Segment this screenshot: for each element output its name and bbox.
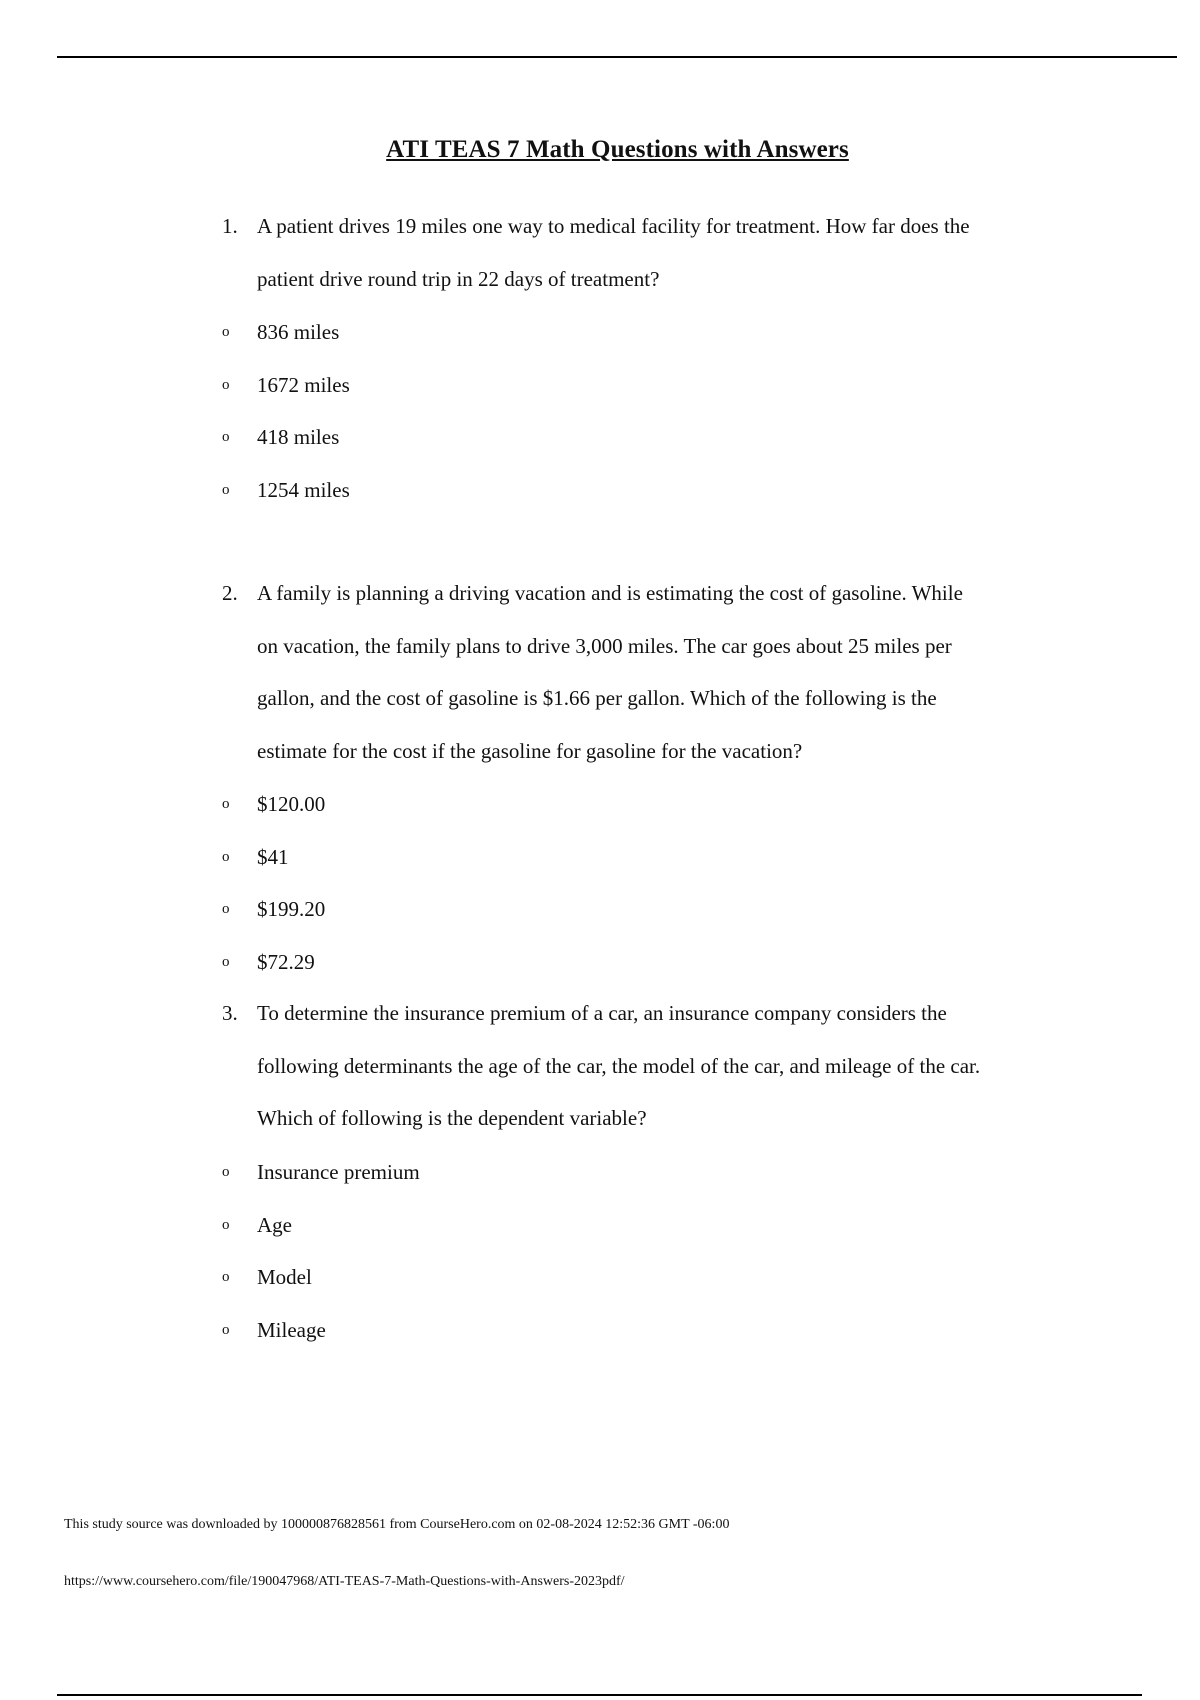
option-text: Insurance premium (257, 1160, 420, 1184)
source-url[interactable]: https://www.coursehero.com/file/190047968/ATI-TEAS-7-Math-Questions-with-Answers-2023pdf/ (64, 1574, 625, 1589)
option-text: 1254 miles (257, 478, 350, 502)
question-text-line: gallon, and the cost of gasoline is $1.66 per gallon. Which of the following is the (257, 686, 937, 710)
question-text-line: on vacation, the family plans to drive 3,000 miles. The car goes about 25 miles per (257, 634, 952, 658)
option-text: 836 miles (257, 320, 340, 344)
option-text: 418 miles (257, 425, 340, 449)
question-number: 2. (222, 581, 238, 605)
option-bullet-icon: o (222, 1217, 230, 1233)
option-bullet-icon: o (222, 482, 230, 498)
option-bullet-icon: o (222, 954, 230, 970)
option-bullet-icon: o (222, 1322, 230, 1338)
question-number: 3. (222, 1001, 238, 1025)
question-text-line: A family is planning a driving vacation and is estimating the cost of gasoline. While (257, 581, 963, 605)
question-text-line: following determinants the age of the car, the model of the car, and mileage of the car. (257, 1054, 981, 1078)
question-text-line: To determine the insurance premium of a car, an insurance company considers the (257, 1001, 947, 1025)
option-text: $199.20 (257, 897, 326, 921)
option-bullet-icon: o (222, 901, 230, 917)
option-bullet-icon: o (222, 377, 230, 393)
option-text: Model (257, 1265, 312, 1289)
option-bullet-icon: o (222, 849, 230, 865)
question-number: 1. (222, 214, 238, 238)
option-text: $41 (257, 845, 289, 869)
option-bullet-icon: o (222, 1269, 230, 1285)
option-text: 1672 miles (257, 373, 350, 397)
top-rule (57, 56, 1177, 58)
download-note: This study source was downloaded by 100000876828561 from CourseHero.com on 02-08-2024 12:52:36 GMT -06:00 (64, 1517, 730, 1532)
option-text: $120.00 (257, 792, 326, 816)
question-text-line: A patient drives 19 miles one way to medical facility for treatment. How far does the (257, 214, 970, 238)
question-text-line: Which of following is the dependent variable? (257, 1106, 647, 1130)
option-text: Mileage (257, 1318, 326, 1342)
question-text-line: estimate for the cost if the gasoline for gasoline for the vacation? (257, 739, 803, 763)
document-title: ATI TEAS 7 Math Questions with Answers (386, 136, 849, 163)
option-bullet-icon: o (222, 324, 230, 340)
option-bullet-icon: o (222, 429, 230, 445)
question-text-line: patient drive round trip in 22 days of treatment? (257, 267, 660, 291)
option-bullet-icon: o (222, 796, 230, 812)
option-text: $72.29 (257, 950, 315, 974)
bottom-rule (57, 1694, 1142, 1696)
option-text: Age (257, 1213, 292, 1237)
option-bullet-icon: o (222, 1164, 230, 1180)
